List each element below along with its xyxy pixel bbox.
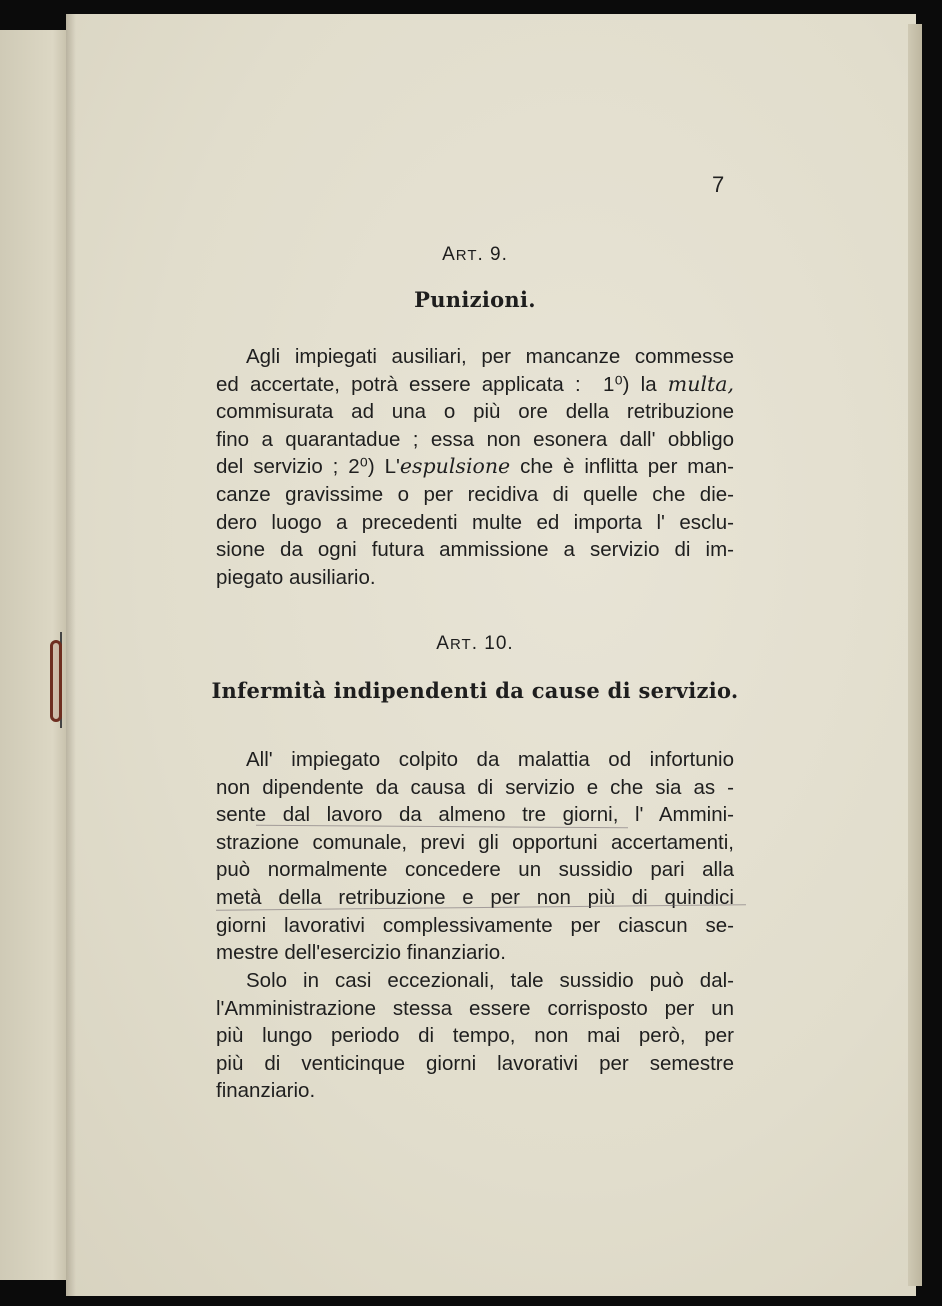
text-span: che è inflitta per man- bbox=[520, 455, 735, 479]
text-span: 2⁰) L' bbox=[348, 455, 400, 479]
article-10-title: Infermità indipendenti da cause di servizio. bbox=[211, 678, 739, 703]
text-line: commisurata ad una o più ore della retribuzione bbox=[216, 400, 734, 424]
article-9-label-prefix: A bbox=[442, 244, 456, 265]
text-line: più di venticinque giorni lavorativi per semestre bbox=[216, 1051, 734, 1075]
text-span: ed accertate, potrà essere applicata : bbox=[216, 372, 581, 396]
text-line: l'Amministrazione stessa essere corrisposto per un bbox=[216, 996, 734, 1020]
text-span: del servizio ; bbox=[216, 455, 339, 479]
article-9-paragraph bbox=[216, 343, 734, 591]
article-10-label-num: . 10. bbox=[471, 633, 514, 654]
article-9-label-sc: RT bbox=[455, 247, 478, 264]
text-line: finanziario. bbox=[216, 1079, 316, 1103]
text-line: giorni lavorativi complessivamente per ciascun se- bbox=[216, 913, 734, 937]
text-span: 1⁰) la bbox=[603, 372, 657, 396]
text-line: non dipendente da causa di servizio e che sia as - bbox=[216, 775, 734, 799]
article-9-label bbox=[210, 244, 740, 266]
article-10-paragraph-2 bbox=[216, 967, 734, 1105]
article-10-label bbox=[210, 633, 740, 655]
text-line: Agli impiegati ausiliari, per mancanze commesse bbox=[246, 345, 734, 368]
page-stack-edge bbox=[908, 24, 922, 1286]
italic-term-multa: multa, bbox=[667, 371, 734, 396]
page-number: 7 bbox=[712, 172, 725, 197]
article-10-label-sc: RT bbox=[449, 636, 472, 653]
text-line: sente dal lavoro da almeno tre giorni, l' Ammini- bbox=[216, 803, 734, 827]
text-line: Solo in casi eccezionali, tale sussidio può dal- bbox=[246, 969, 734, 992]
text-line: sione da ogni futura ammissione a servizio di im- bbox=[216, 538, 734, 562]
text-line: può normalmente concedere un sussidio pari alla bbox=[216, 858, 734, 882]
article-9-title: Punizioni. bbox=[414, 287, 536, 312]
text-line: All' impiegato colpito da malattia od infortunio bbox=[246, 748, 734, 771]
text-line: metà della retribuzione e per non più di quindici bbox=[216, 885, 734, 909]
text-line: dero luogo a precedenti multe ed importa l' esclu- bbox=[216, 510, 734, 534]
text-line: canze gravissime o per recidiva di quelle che die- bbox=[216, 482, 734, 506]
text-line: più lungo periodo di tempo, non mai però, per bbox=[216, 1024, 734, 1048]
gutter-shadow bbox=[66, 14, 76, 1296]
text-line bbox=[216, 453, 734, 481]
text-line: fino a quarantadue ; essa non esonera dall' obbligo bbox=[216, 427, 734, 451]
text-line: strazione comunale, previ gli opportuni accertamenti, bbox=[216, 830, 734, 854]
staple bbox=[50, 640, 62, 722]
article-10-paragraph-1 bbox=[216, 746, 734, 967]
text-line: mestre dell'esercizio finanziario. bbox=[216, 941, 506, 965]
article-9-label-num: . 9. bbox=[477, 244, 508, 265]
italic-term-espulsione: espulsione bbox=[399, 454, 511, 479]
text-line bbox=[216, 371, 734, 399]
text-line: piegato ausiliario. bbox=[216, 565, 376, 589]
article-10-label-prefix: A bbox=[436, 633, 450, 654]
